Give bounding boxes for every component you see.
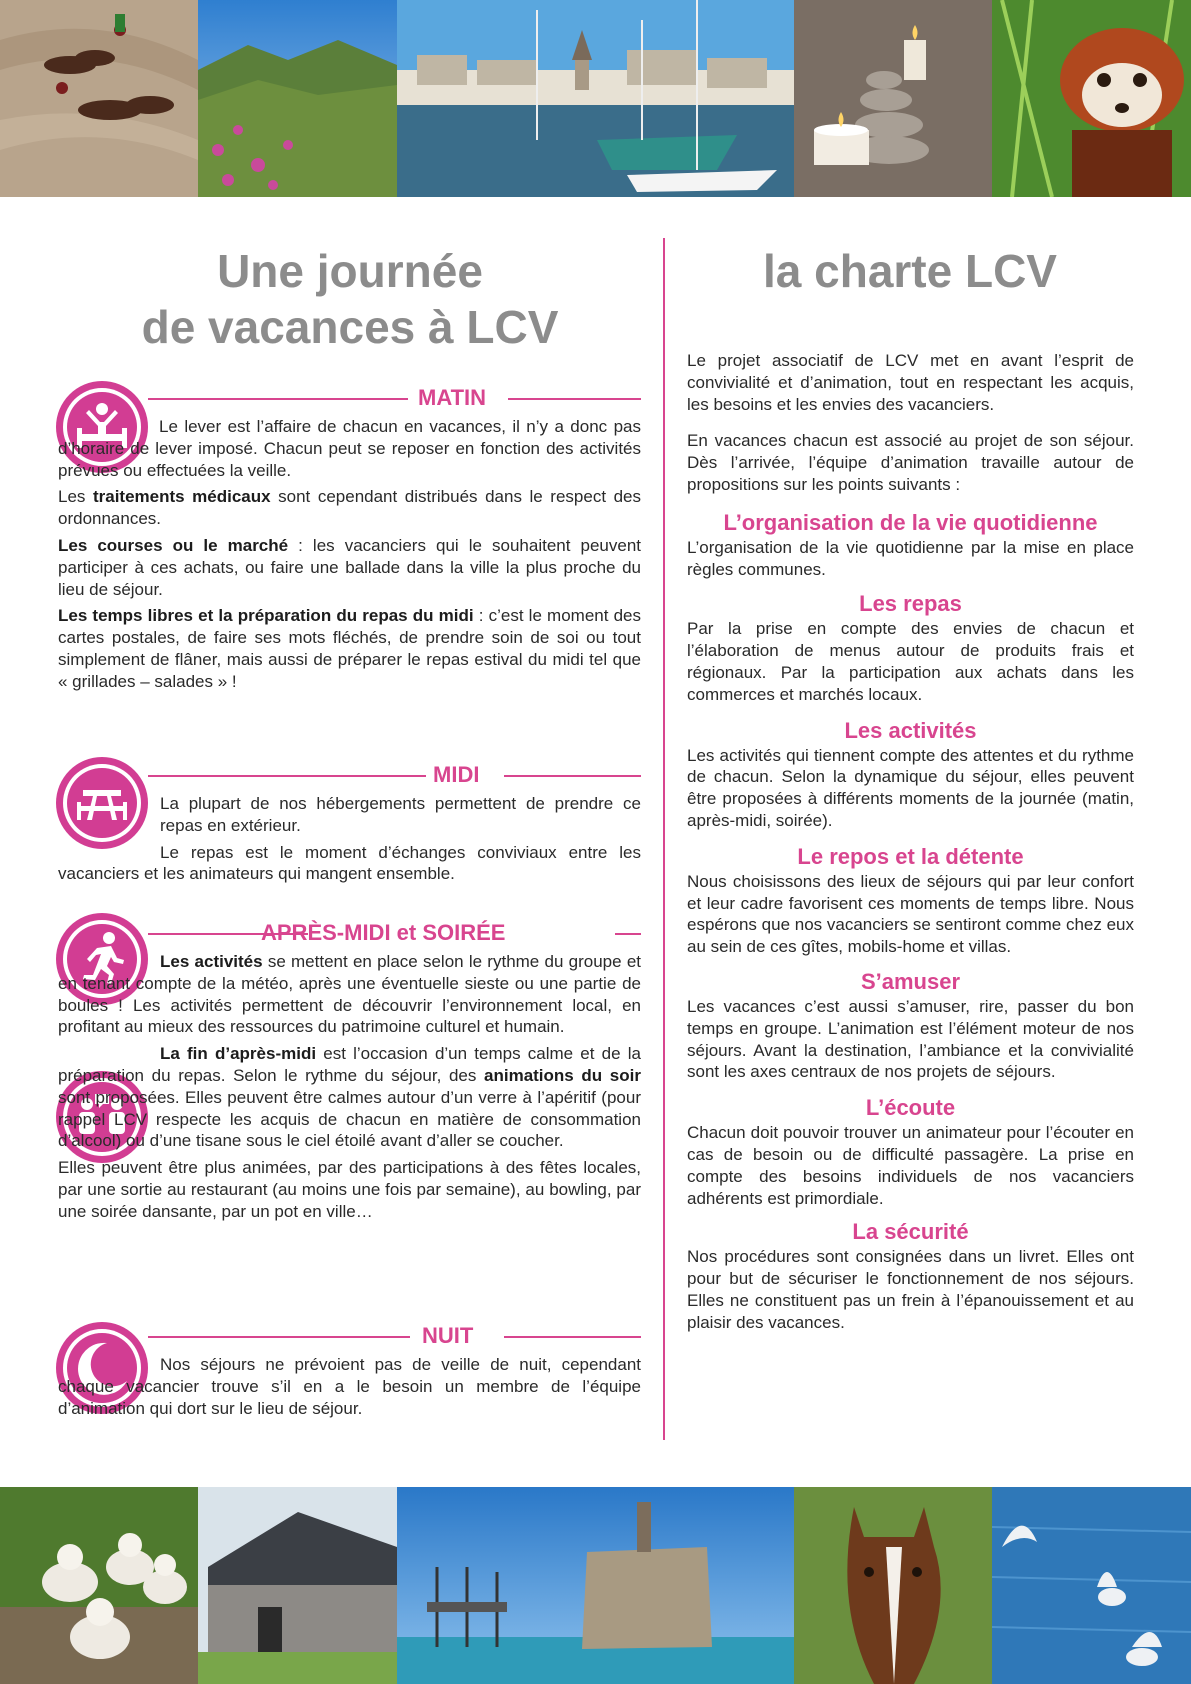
apres-p2-post: sont proposées. Elles peuvent être calmes autour d’un verre à l’apéritif (pour rappel LCV respecte les acquis de chacun en matière de consommation d’alcool) ou d’une tisane sous le ciel étoilé avant d’aller se coucher. xyxy=(58,1087,641,1151)
charte-heading: L’organisation de la vie quotidienne xyxy=(723,509,1098,535)
nuit-rule-left xyxy=(148,1336,410,1338)
charte-text: Nous choisissons des lieux de séjours qui par leur confort et leur cadre favorisent ces moments de temps libre. Nous espérons que nos vacanciers se sentiront comme chez eux au sein de ces gîtes, mobils-home et villas. xyxy=(687,871,1134,957)
midi-rule-left xyxy=(148,775,426,777)
charte-text: Chacun doit pouvoir trouver un animateur pour l’écouter en cas de besoin ou de difficulté passagère. La prise en compte des besoins individuels de nos vacanciers adhérents est primordiale. xyxy=(687,1123,1134,1208)
charte-text: Par la prise en compte des envies de chacun et l’élaboration de menus autour de produits frais et régionaux. Par la participation aux achats dans les commerces et marchés locaux. xyxy=(687,619,1134,704)
midi-section xyxy=(58,793,641,885)
matin-p2-bold: traitements médicaux xyxy=(92,487,271,507)
apres-midi-section xyxy=(58,951,641,1223)
left-title-line-1: Une journée xyxy=(217,245,483,297)
matin-header xyxy=(58,384,641,412)
harbour-boats-photo xyxy=(397,0,794,197)
charte-heading: Le repos et la détente xyxy=(797,843,1024,869)
charte-heading: Les repas xyxy=(859,591,962,617)
matin-rule-left xyxy=(148,398,408,400)
charte-text: L’organisation de la vie quotidienne par la mise en place règles communes. xyxy=(687,537,1134,579)
matin-p3-bold: Les courses ou le marché xyxy=(58,535,289,555)
right-title: la charte LCV xyxy=(763,245,1057,297)
matin-p2-post: sont cependant distribués dans le respect des ordonnances. xyxy=(58,487,641,529)
nuit-section xyxy=(58,1354,641,1419)
apres-p2-mid: est l’occasion d’un temps calme et de la préparation du repas. Selon le rythme du séjour, des xyxy=(58,1044,641,1085)
mountain-flowers-photo xyxy=(198,0,397,197)
left-title xyxy=(60,243,640,355)
charte-heading: L’écoute xyxy=(865,1095,956,1121)
apres-midi-heading: APRÈS-MIDI et SOIRÉE xyxy=(261,920,506,945)
bottom-photo-strip xyxy=(0,1487,1191,1684)
nuit-heading: NUIT xyxy=(422,1323,474,1348)
seagulls-water-photo xyxy=(992,1487,1191,1684)
matin-paragraph-1: Le lever est l’affaire de chacun en vacances, il n’y a donc pas d’horaire de lever imposé. Chacun peut se reposer en fonction des activités prévues ou effectuées la veille. xyxy=(58,417,641,480)
matin-heading: MATIN xyxy=(418,385,487,410)
charte-intro-2: En vacances chacun est associé au projet de son séjour. Dès l’arrivée, l’équipe d’animation travaille autour de propositions sur les points suivants : xyxy=(687,431,1134,494)
matin-rule-right xyxy=(508,398,641,400)
nuit-rule-right xyxy=(504,1336,641,1338)
charte-text: Les vacances c’est aussi s’amuser, rire, passer du bon temps en groupe. L’animation est l’élément moteur de nos séjours. Avant la destination, l’ambiance et la convivialité sont les axes centraux de nos projets de séjours. xyxy=(687,996,1134,1082)
charte-item xyxy=(687,968,1134,1083)
midi-header xyxy=(58,761,641,789)
midi-paragraph-1: La plupart de nos hébergements permettent de prendre ce repas en extérieur. xyxy=(160,794,641,835)
apres-p2-bold: La fin d’après-midi xyxy=(160,1044,317,1064)
chariot-race-photo xyxy=(0,0,198,197)
apres-paragraph-3: Elles peuvent être plus animées, par des participations à des fêtes locales, par une sortie au restaurant (au moins une fois par semaine), au bowling, par une soirée dansante, par un pot en ville… xyxy=(58,1158,641,1221)
charte-heading: S’amuser xyxy=(860,968,961,994)
top-photo-strip xyxy=(0,0,1191,197)
apres-midi-header xyxy=(58,919,641,947)
nuit-header xyxy=(58,1322,641,1350)
charte-item xyxy=(687,1218,1134,1333)
nuit-paragraph-1: Nos séjours ne prévoient pas de veille de nuit, cependant chaque vacancier trouve s’il en a le besoin un membre de l’équipe d’animation qui dort sur le lieu de séjour. xyxy=(58,1355,641,1418)
charte-section xyxy=(687,350,1134,1334)
matin-p4-bold: Les temps libres et la préparation du repas du midi xyxy=(58,606,474,626)
matin-paragraph-2 xyxy=(58,486,641,530)
left-title-line-2: de vacances à LCV xyxy=(141,301,559,353)
matin-section xyxy=(58,416,641,693)
apres-p1-bold: Les activités xyxy=(160,952,263,971)
matin-p3-post: : les vacanciers qui le souhaitent peuvent participer à ces achats, ou faire une ballade dans la ville la plus proche du lieu de séjour. xyxy=(58,535,641,599)
charte-item xyxy=(687,1094,1134,1209)
charte-item xyxy=(687,843,1134,958)
matin-p4-post: : c’est le moment des cartes postales, de faire ses mots fléchés, de prendre soin de soi ou tout simplement de flâner, mais aussi de préparer le repas estival du midi tel que « grillades – salades » ! xyxy=(58,606,641,691)
column-divider xyxy=(663,238,665,1440)
apres-rule-right xyxy=(615,933,641,935)
charte-item xyxy=(687,717,1134,832)
midi-paragraph-2: Le repas est le moment d’échanges conviviaux entre les vacanciers et les animateurs qui mangent ensemble. xyxy=(58,842,641,884)
white-wolves-photo xyxy=(0,1487,198,1684)
matin-paragraph-4 xyxy=(58,605,641,692)
apres-paragraph-2 xyxy=(58,1043,641,1152)
apres-p1-post: se mettent en place selon le rythme du groupe et en tenant compte de la météo, après une éventuelle sieste ou une partie de boules ! Les activités permettent de découvrir l’environnement local, en profitant au mieux des ressources du patrimoine culturel et humain. xyxy=(58,952,641,1037)
charte-heading: La sécurité xyxy=(852,1219,969,1245)
red-panda-photo xyxy=(992,0,1191,197)
stone-farmhouse-photo xyxy=(198,1487,397,1684)
matin-p2-pre: Les xyxy=(58,487,93,507)
charte-text: Les activités qui tiennent compte des attentes et du rythme de chacun. Selon la dynamique du séjour, elles peuvent être proposées à différents moments de la journée (matin, après-midi, soirée). xyxy=(687,745,1134,830)
midi-rule-right xyxy=(504,775,641,777)
charte-item xyxy=(687,509,1134,581)
horse-photo xyxy=(794,1487,992,1684)
apres-paragraph-1 xyxy=(58,951,641,1038)
charte-text: Nos procédures sont consignées dans un livret. Elles ont pour but de sécuriser le fonctionnement de nos séjours. Elles ne constituent pas un frein à l’épanouissement et au plaisir des vacances. xyxy=(687,1247,1134,1332)
fort-boyard-photo xyxy=(397,1487,794,1684)
charte-heading: Les activités xyxy=(844,717,977,743)
matin-paragraph-3 xyxy=(58,535,641,600)
zen-stones-candles-photo xyxy=(794,0,992,197)
charte-item xyxy=(687,590,1134,705)
midi-heading: MIDI xyxy=(433,762,480,787)
charte-intro-1: Le projet associatif de LCV met en avant l’esprit de convivialité et d’animation, tout en respectant les acquis, les besoins et les envies des vacanciers. xyxy=(687,351,1134,414)
apres-p2-bold2: animations du soir xyxy=(484,1065,641,1085)
